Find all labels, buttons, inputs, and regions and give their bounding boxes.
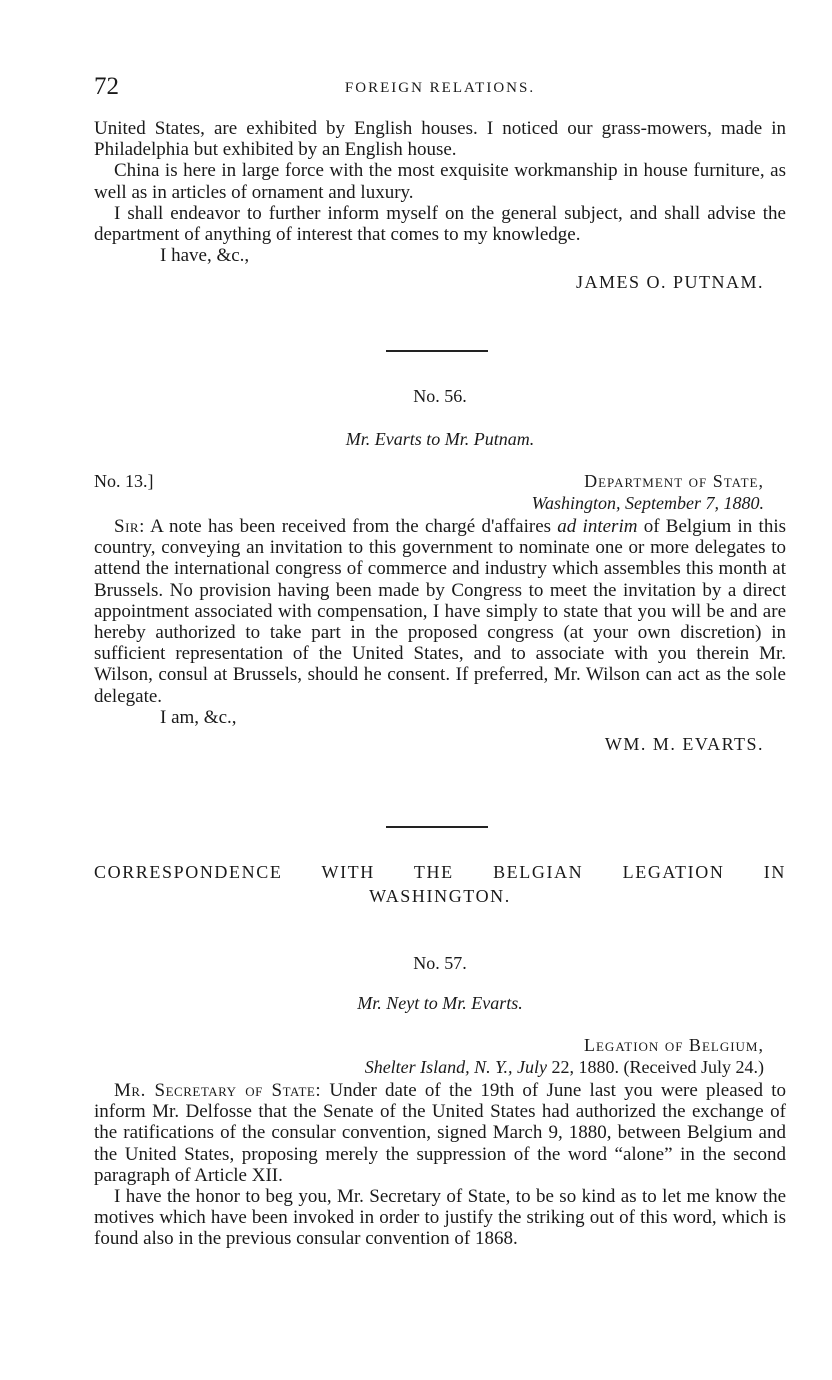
body-italic: ad interim (557, 516, 638, 537)
separator-rule (386, 350, 488, 352)
reference-line (94, 1034, 786, 1056)
place-date (532, 492, 764, 514)
letter-body (94, 516, 786, 755)
place-date-text: Washington, September 7, 1880. (531, 493, 764, 513)
paragraph: I shall endeavor to further inform myself on the general subject, and shall advise the department of anything of interest that comes to my knowledge. (94, 202, 786, 246)
document-number: No. 56. (413, 386, 467, 406)
paragraph: China is here in large force with the most exquisite workmanship in house furniture, as well as in articles of ornament and luxury. (94, 160, 786, 203)
paragraph: I have the honor to beg you, Mr. Secretary of State, to be so kind as to let me know the motives which have been invoked in order to justify the striking out of this word, which is found also in the previous consular convention of 1868. (94, 1186, 786, 1250)
closing: I am, &c., (160, 706, 237, 728)
document-subtitle: Mr. Evarts to Mr. Putnam. (345, 429, 535, 449)
paragraph (94, 1080, 786, 1186)
body-text: of Belgium in this country, conveying an invitation to this government to nominate one or more delegates to attend the international congress of commerce and industry which assembles this month at Brussels. No provision having been made by Congress to meet the invitation by a direct appointment associated with compensation, I have simply to state that you will be and are hereby authorized to take part in the proposed congress (at your own discretion) in sufficient representation of the United States, and to associate with you therein Mr. Wilson, consul at Brussels, should he consent. If preferred, Mr. Wilson can act as the sole delegate. (94, 516, 786, 707)
body-text: A note has been received from the chargé d'affaires (144, 516, 558, 537)
office-name: Department of State, (584, 471, 764, 491)
place-date-italic: Shelter Island, N. Y., July (364, 1057, 548, 1077)
signature: WM. M. EVARTS. (604, 734, 764, 755)
office-name: Legation of Belgium, (584, 1035, 764, 1055)
letter-body (94, 1080, 786, 1250)
section-heading (94, 860, 786, 908)
section-heading-line: WASHINGTON. (369, 886, 511, 906)
place-date-rest: 22, 1880. (Received July 24.) (547, 1057, 764, 1077)
running-title: FOREIGN RELATIONS. (344, 80, 536, 96)
paragraph: United States, are exhibited by English houses. I noticed our grass-mowers, made in Philadelphia but exhibited by an English house. (94, 118, 786, 161)
page-number: 72 (94, 73, 119, 100)
paragraph (94, 516, 786, 707)
continued-letter (94, 118, 786, 294)
running-header (94, 72, 786, 102)
reference-number: No. 13.] (94, 471, 154, 491)
document-number: No. 57. (413, 953, 467, 973)
document-page (94, 0, 786, 1380)
document-subtitle: Mr. Neyt to Mr. Evarts. (357, 993, 523, 1013)
reference-line (94, 470, 786, 492)
body-text: Under date of the 19th of June last you were pleased to inform Mr. Delfosse that the Senate of the United States had authorized the exchange of the ratifications of the consular convention, signed March 9, 1880, between Belgium and the United States, proposing merely the suppression of the word “alone” in the second paragraph of Article XII. (94, 1080, 786, 1186)
salutation: Sir: (114, 516, 145, 537)
place-date (365, 1056, 764, 1078)
signature: JAMES O. PUTNAM. (575, 272, 764, 293)
section-heading-line: CORRESPONDENCE WITH THE BELGIAN LEGATION IN (94, 862, 786, 882)
separator-rule (386, 826, 488, 828)
closing: I have, &c., (160, 245, 250, 267)
salutation: Mr. Secretary of State: (114, 1080, 322, 1101)
